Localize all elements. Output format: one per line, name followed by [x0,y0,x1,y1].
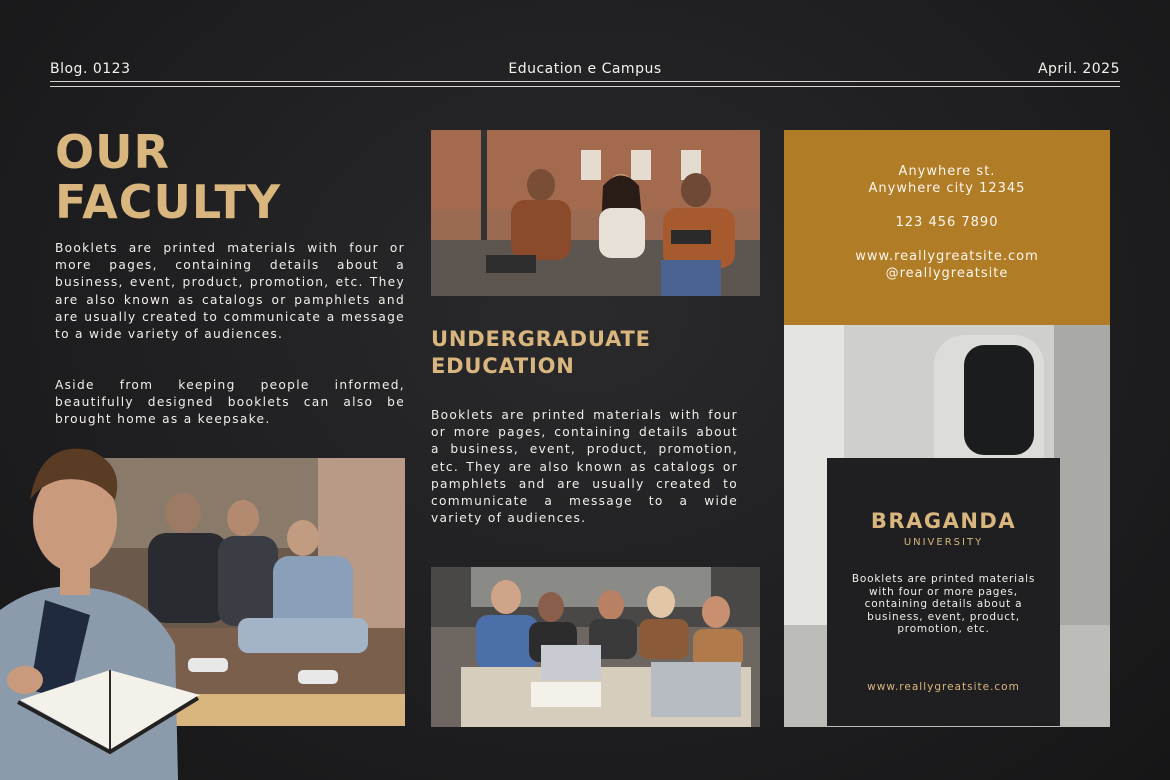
group-laptop-photo [431,567,760,727]
social-handle[interactable]: @reallygreatsite [885,266,1009,281]
contact-website[interactable]: www.reallygreatsite.com [855,249,1039,264]
university-name: BRAGANDA [870,509,1017,533]
page-title-line2: FACULTY [55,175,282,229]
section-heading-line2: EDUCATION [431,354,575,378]
address-line1: Anywhere st. [898,164,996,179]
gold-accent-block [175,694,405,726]
university-website-link[interactable]: www.reallygreatsite.com [867,681,1020,693]
publication-date: April. 2025 [1037,61,1120,77]
faculty-paragraph-2: Aside from keeping people informed, beautifully designed booklets can also be brought home as a keepsake. [55,378,405,427]
header-rule-bottom [50,86,1120,87]
header-rule-top [50,81,1120,82]
student-reading-photo [0,440,200,780]
university-description: Booklets are printed materials with four or more pages, containing details about a business, event, product, promotion, etc. [851,573,1036,636]
page-title-line1: OUR [55,125,170,179]
university-subtitle: UNIVERSITY [903,537,984,548]
publication-title: Education e Campus [508,61,662,77]
students-outdoor-photo [431,130,760,296]
faculty-paragraph-1: Booklets are printed materials with four or more pages, containing details about a business, event, product, promotion, etc. They are also known as catalogs or pamphlets and are usually created to communicate a message to a wide variety of audiences. [55,241,405,342]
education-paragraph: Booklets are printed materials with four or more pages, containing details about a business, event, product, promotion, etc. They are also known as catalogs or pamphlets and are usually created to communicate a message to a wide variety of audiences. [431,408,738,526]
phone-number: 123 456 7890 [895,215,999,230]
blog-number: Blog. 0123 [50,61,131,77]
section-heading-line1: UNDERGRADUATE [431,327,651,351]
address-line2: Anywhere city 12345 [868,181,1026,196]
